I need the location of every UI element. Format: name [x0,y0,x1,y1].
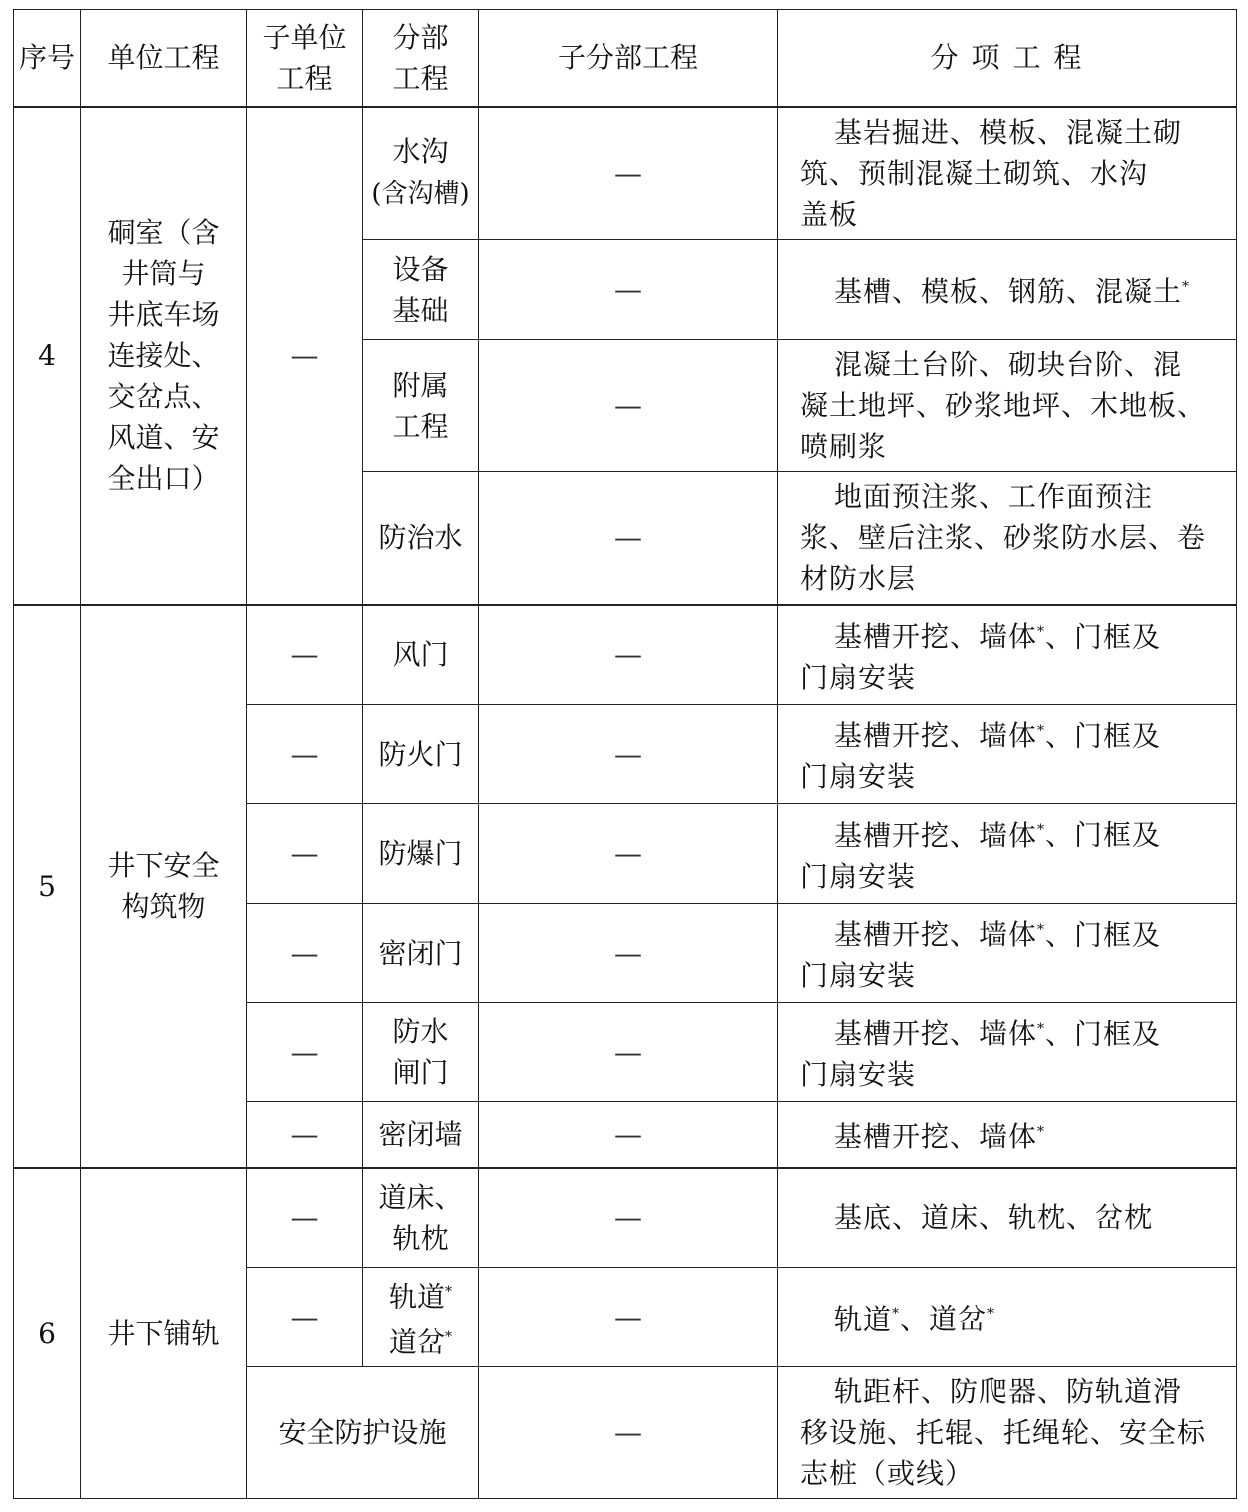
division-cell: 道床、 轨枕 [363,1168,479,1268]
division-cell: 水沟 (含沟槽) [363,107,479,240]
division-cell: 防水 闸门 [363,1003,479,1102]
division-cell: 防火门 [363,705,479,804]
unit-cell: 硐室（含 井筒与 井底车场 连接处、 交岔点、 风道、安 全出口） [81,107,247,605]
seq-cell: 5 [14,605,81,1168]
table-row [14,605,1237,705]
item-cell: 基槽开挖、墙体*、门框及 门扇安装 [778,904,1237,1003]
asterisk-mark: * [1037,623,1046,640]
item-cell: 轨道*、道岔* [778,1268,1237,1367]
asterisk-mark: * [1037,1020,1046,1037]
seq-cell: 6 [14,1168,81,1499]
item-cell: 基岩掘进、模板、混凝土砌 筑、预制混凝土砌筑、水沟 盖板 [778,107,1237,240]
subdivision-cell: — [479,1367,778,1499]
table-row [14,1168,1237,1268]
subdivision-cell: — [479,1168,778,1268]
division-cell: 密闭墙 [363,1102,479,1168]
asterisk-mark: * [1037,921,1046,938]
safety-facilities-cell: 安全防护设施 [247,1367,479,1499]
header-seq: 序号 [14,10,81,107]
subunit-cell: — [247,804,363,904]
asterisk-mark: * [987,1306,996,1323]
asterisk-mark: * [1182,278,1191,295]
header-item: 分 项 工 程 [778,10,1237,107]
item-cell: 基槽开挖、墙体*、门框及 门扇安装 [778,705,1237,804]
subdivision-cell: — [479,1268,778,1367]
subunit-cell: — [247,904,363,1003]
division-cell: 附属 工程 [363,340,479,472]
subdivision-cell: — [479,107,778,240]
header-row [14,10,1237,107]
division-cell: 防爆门 [363,804,479,904]
header-unit: 单位工程 [81,10,247,107]
item-cell: 基槽开挖、墙体*、门框及 门扇安装 [778,605,1237,705]
item-cell: 混凝土台阶、砌块台阶、混 凝土地坪、砂浆地坪、木地板、 喷刷浆 [778,340,1237,472]
subunit-cell: — [247,107,363,605]
asterisk-mark: * [892,1306,901,1323]
subdivision-cell: — [479,240,778,340]
division-cell: 设备 基础 [363,240,479,340]
subunit-cell: — [247,1268,363,1367]
unit-cell: 井下安全 构筑物 [81,605,247,1168]
subdivision-cell: — [479,804,778,904]
division-cell: 密闭门 [363,904,479,1003]
header-division: 分部 工程 [363,10,479,107]
subdivision-cell: — [479,904,778,1003]
subunit-cell: — [247,705,363,804]
subdivision-cell: — [479,1003,778,1102]
unit-cell: 井下铺轨 [81,1168,247,1499]
subdivision-cell: — [479,340,778,472]
subdivision-cell: — [479,705,778,804]
division-table [13,9,1237,1499]
division-cell: 轨道* 道岔* [363,1268,479,1367]
subdivision-cell: — [479,605,778,705]
asterisk-mark: * [1037,1123,1046,1140]
header-subunit: 子单位 工程 [247,10,363,107]
header-subdivision: 子分部工程 [479,10,778,107]
item-cell: 轨距杆、防爬器、防轨道滑 移设施、托辊、托绳轮、安全标 志桩（或线） [778,1367,1237,1499]
item-cell: 基底、道床、轨枕、岔枕 [778,1168,1237,1268]
subunit-cell: — [247,1168,363,1268]
asterisk-mark: * [1037,722,1046,739]
subunit-cell: — [247,1003,363,1102]
subunit-cell: — [247,1102,363,1168]
asterisk-mark: * [1037,822,1046,839]
item-cell: 基槽开挖、墙体* [778,1102,1237,1168]
subunit-cell: — [247,605,363,705]
asterisk-mark: * [445,1283,452,1300]
item-cell: 基槽开挖、墙体*、门框及 门扇安装 [778,804,1237,904]
table-row [14,107,1237,240]
subdivision-cell: — [479,472,778,605]
division-cell: 风门 [363,605,479,705]
division-cell: 防治水 [363,472,479,605]
item-cell: 基槽、模板、钢筋、混凝土* [778,240,1237,340]
item-cell: 基槽开挖、墙体*、门框及 门扇安装 [778,1003,1237,1102]
item-cell: 地面预注浆、工作面预注 浆、壁后注浆、砂浆防水层、卷 材防水层 [778,472,1237,605]
subdivision-cell: — [479,1102,778,1168]
seq-cell: 4 [14,107,81,605]
asterisk-mark: * [445,1329,452,1345]
